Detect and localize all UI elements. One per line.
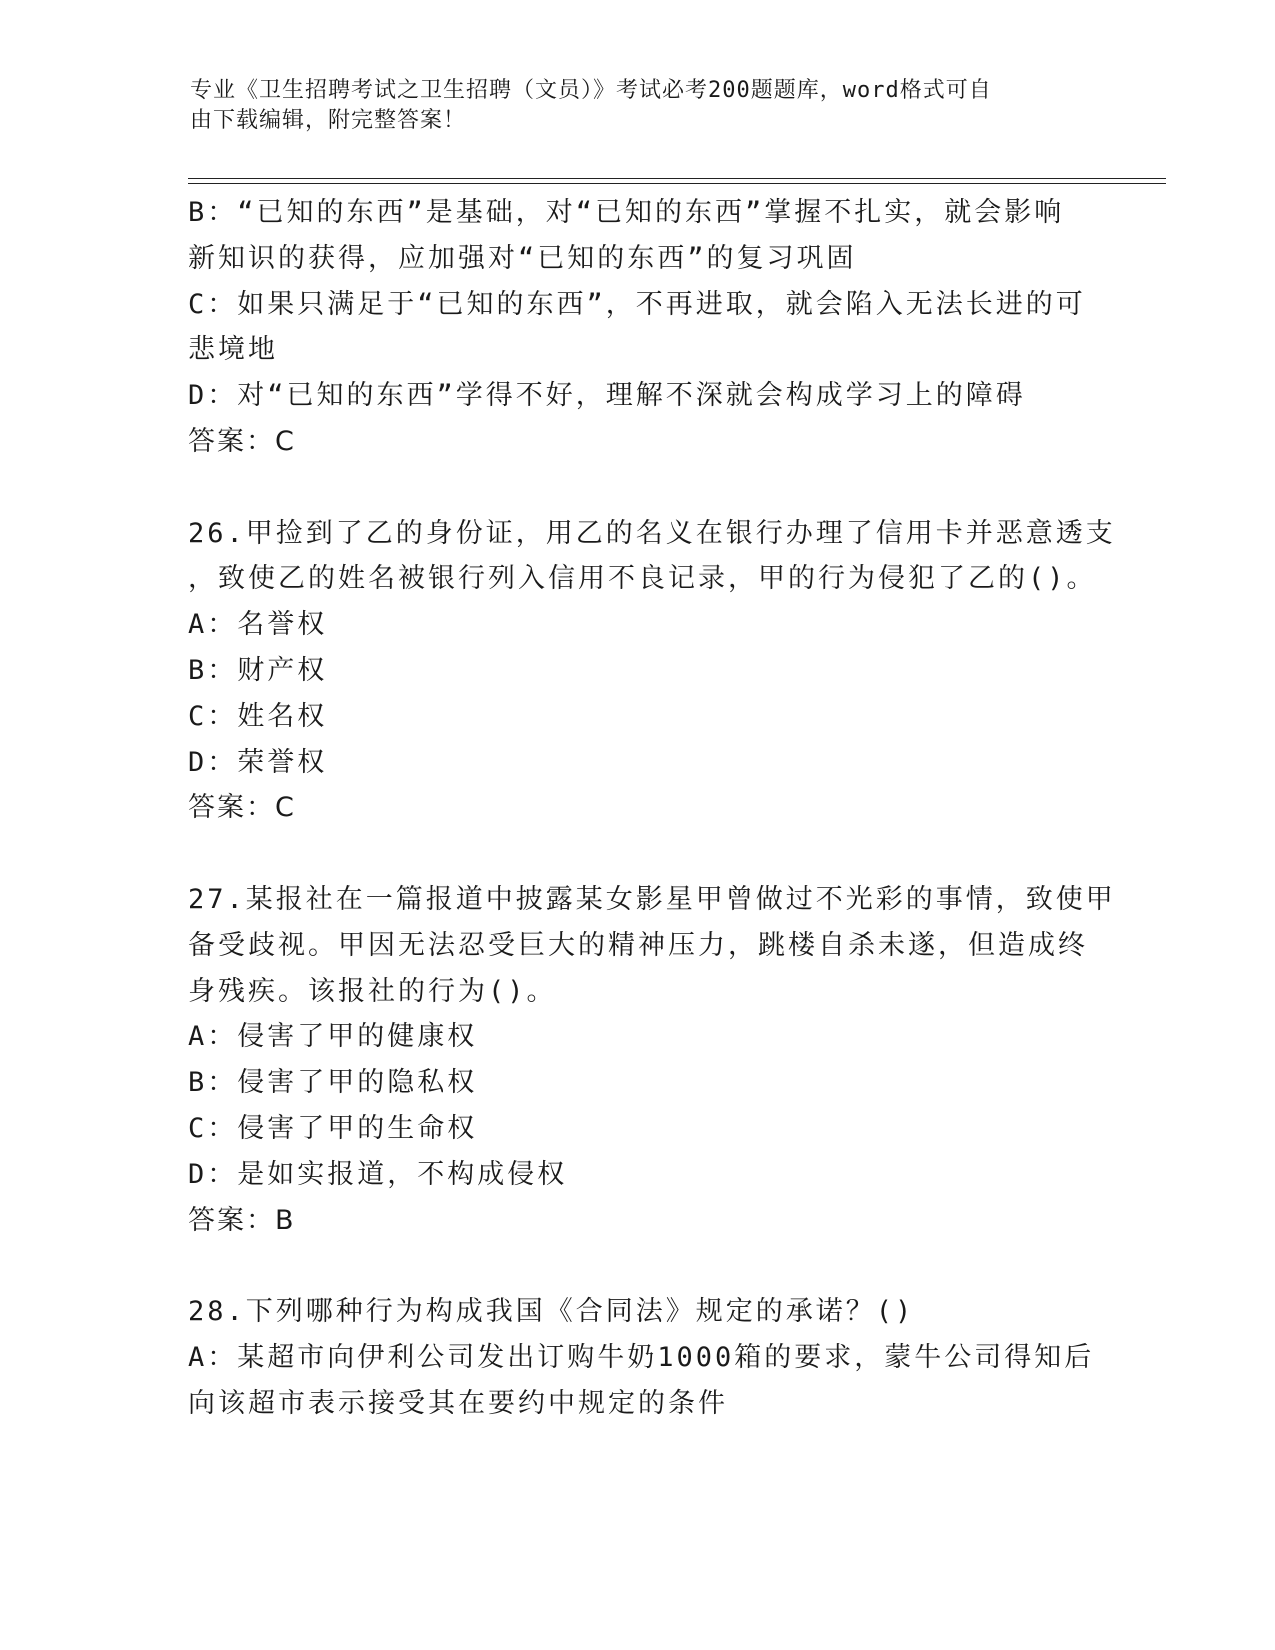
option-a-line-2: 向该超市表示接受其在要约中规定的条件 xyxy=(188,1387,728,1419)
option-c-line-2: 悲境地 xyxy=(188,334,278,366)
header-rule-bottom xyxy=(188,183,1166,184)
question-stem-line-2: ，致使乙的姓名被银行列入信用不良记录，甲的行为侵犯了乙的()。 xyxy=(188,563,1097,595)
question-stem: 28.下列哪种行为构成我国《合同法》规定的承诺？() xyxy=(188,1296,915,1328)
option-b-line-2: 新知识的获得，应加强对“已知的东西”的复习巩固 xyxy=(188,242,857,274)
option-c-line-1: C：如果只满足于“已知的东西”，不再进取，就会陷入无法长进的可 xyxy=(188,288,1086,320)
option-a-line-1: A：某超市向伊利公司发出订购牛奶1000箱的要求，蒙牛公司得知后 xyxy=(188,1341,1095,1373)
option-a: A：名誉权 xyxy=(188,609,328,641)
question-26 xyxy=(188,511,1116,832)
spacer xyxy=(188,1243,1088,1289)
question-27 xyxy=(188,877,1116,1243)
option-c: C：姓名权 xyxy=(188,700,328,732)
option-b: B：财产权 xyxy=(188,654,328,686)
option-d: D：对“已知的东西”学得不好，理解不深就会构成学习上的障碍 xyxy=(188,380,1026,412)
header-rule-top xyxy=(188,178,1166,179)
header-line-1: 专业《卫生招聘考试之卫生招聘（文员）》考试必考200题题库，word格式可自 xyxy=(190,78,992,103)
question-stem-line-3: 身残疾。该报社的行为()。 xyxy=(188,975,557,1007)
option-a: A：侵害了甲的健康权 xyxy=(188,1021,478,1053)
question-28 xyxy=(188,1289,1095,1426)
header-line-2: 由下载编辑，附完整答案！ xyxy=(190,108,467,133)
option-d: D：荣誉权 xyxy=(188,746,328,778)
option-d: D：是如实报道，不构成侵权 xyxy=(188,1158,568,1190)
question-stem-line-1: 27.某报社在一篇报道中披露某女影星甲曾做过不光彩的事情，致使甲 xyxy=(188,883,1116,915)
question-stem-line-1: 26.甲捡到了乙的身份证，用乙的名义在银行办理了信用卡并恶意透支 xyxy=(188,517,1116,549)
option-b-line-1: B：“已知的东西”是基础，对“已知的东西”掌握不扎实，就会影响 xyxy=(188,197,1065,228)
spacer xyxy=(188,831,1088,877)
document-header xyxy=(190,76,1090,136)
answer: 答案：C xyxy=(188,792,296,824)
answer: 答案：C xyxy=(188,425,296,457)
option-c: C：侵害了甲的生命权 xyxy=(188,1112,478,1144)
question-25-continued xyxy=(188,190,1088,465)
option-b: B：侵害了甲的隐私权 xyxy=(188,1067,478,1099)
question-content xyxy=(188,190,1116,1427)
spacer xyxy=(188,465,1088,511)
question-stem-line-2: 备受歧视。甲因无法忍受巨大的精神压力，跳楼自杀未遂，但造成终 xyxy=(188,929,1088,961)
answer: 答案：B xyxy=(188,1204,296,1236)
